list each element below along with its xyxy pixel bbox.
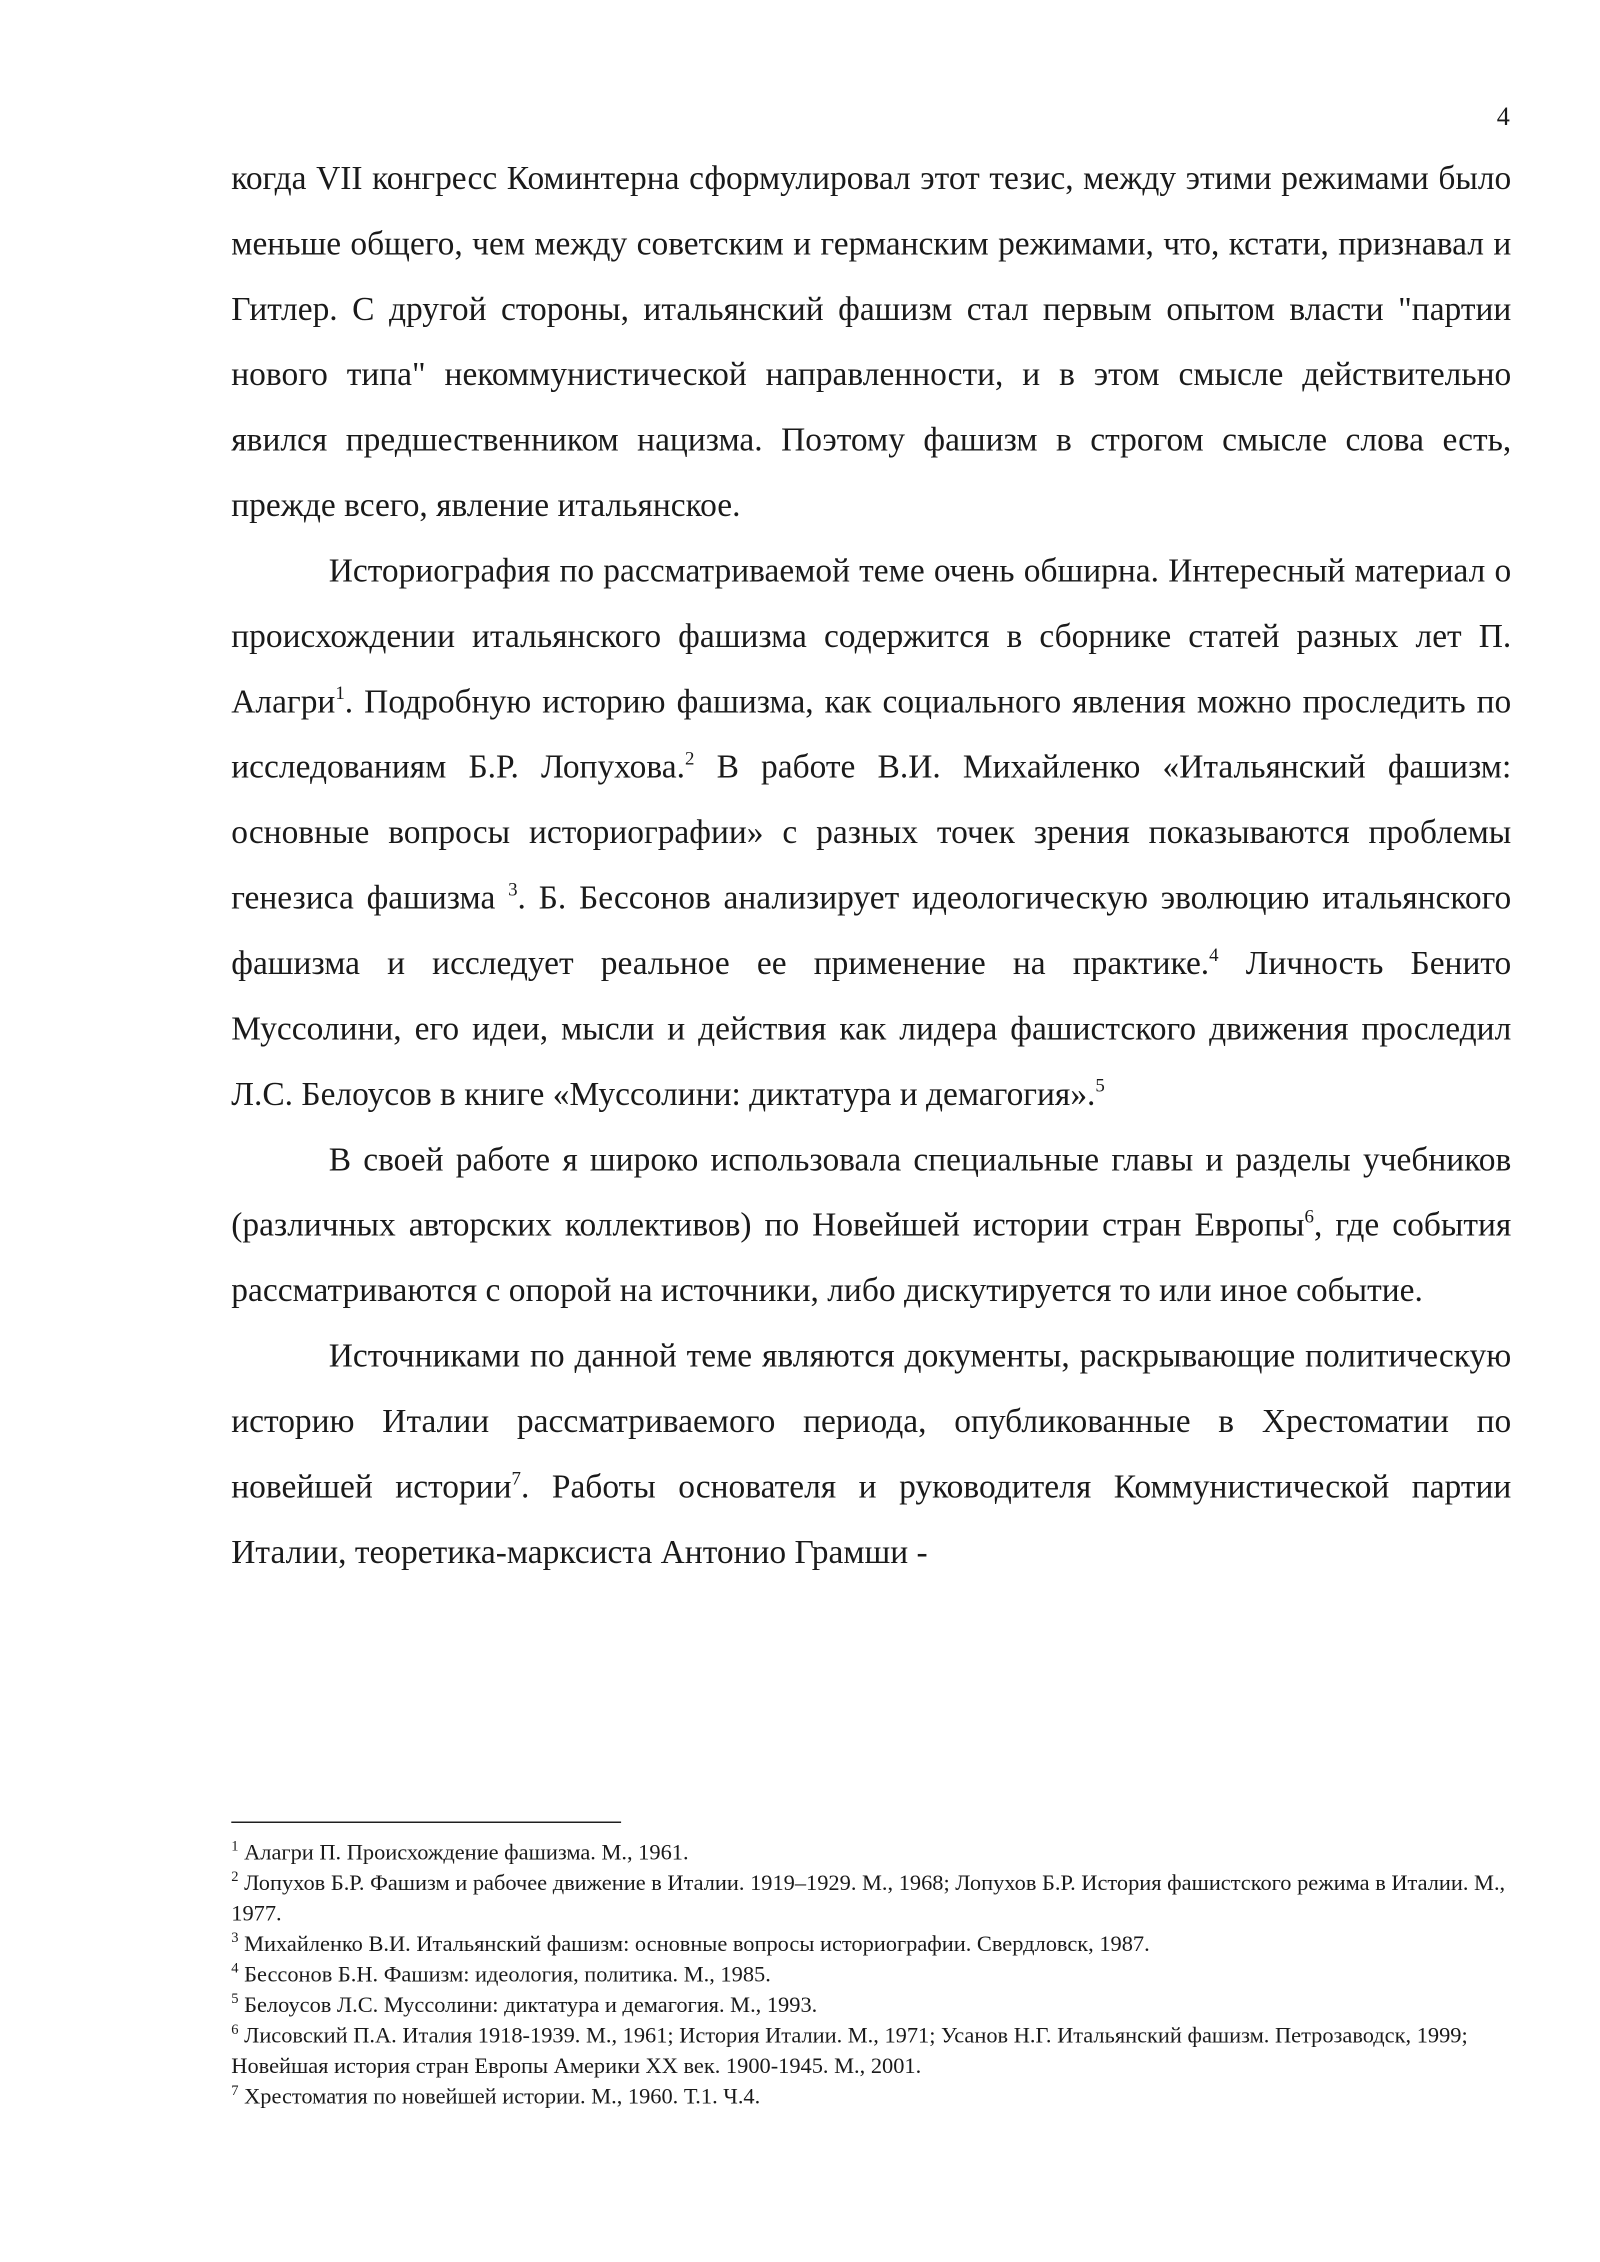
footnote [231, 1960, 1526, 1991]
footnote-text: Лисовский П.А. Италия 1918-1939. М., 1961; История Италии. М., 1971; Усанов Н.Г. Итальянский фашизм. Петрозаводск, 1999; Новейшая история стран Европы Америки XX век. 1900-1945. М., 2001. [231, 2023, 1468, 2079]
paragraph-text: В своей работе я широко использовала специальные главы и разделы учебников (различных авторских коллективов) по Новейшей истории стран Европы [231, 1141, 1512, 1243]
footnote-text: Бессонов Б.Н. Фашизм: идеология, политика. М., 1985. [238, 1962, 771, 1988]
footnote [231, 1868, 1526, 1929]
footnote-separator [231, 1822, 621, 1823]
paragraph [231, 1323, 1511, 1585]
paragraph [231, 538, 1511, 1127]
footnote-number: 2 [231, 1869, 239, 1886]
footnote [231, 1990, 1526, 2021]
paragraph [231, 1127, 1511, 1323]
footnote-number: 6 [231, 2022, 239, 2039]
paragraph-text: Личность Бенито Муссолини, его идеи, мысли и действия как лидера фашистского движения проследил Л.С. Белоусов в книге «Муссолини: диктатура и демагогия». [231, 944, 1512, 1113]
paragraph-text: В работе В.И. Михайленко «Итальянский фашизм: основные вопросы историографии» с разных точек зрения показываются проблемы генезиса фашизма [231, 748, 1512, 916]
body-text [231, 145, 1511, 1584]
footnote-ref: 5 [1095, 1074, 1105, 1097]
page-number: 4 [1496, 101, 1510, 131]
footnote-text: Михайленко В.И. Итальянский фашизм: основные вопросы историографии. Свердловск, 1987. [238, 1932, 1150, 1957]
footnote-ref: 4 [1209, 943, 1219, 966]
footnote-text: Лопухов Б.Р. Фашизм и рабочее движение в Италии. 1919–1929. М., 1968; Лопухов Б.Р. История фашистского режима в Италии. М., 1977. [231, 1870, 1506, 1927]
paragraph-text: . Подробную историю фашизма, как социального явления можно проследить по исследованиям Б.Р. Лопухова. [231, 683, 1512, 786]
footnote [231, 1838, 1526, 1869]
footnote-text: Хрестоматия по новейшей истории. М., 1960. Т.1. Ч.4. [238, 2084, 761, 2110]
footnote-ref: 6 [1304, 1205, 1314, 1227]
paragraph-text: Источниками по данной теме являются документы, раскрывающие политическую историю Италии рассматриваемого периода, опубликованные в Хрестоматии по новейшей истории [231, 1337, 1512, 1505]
footnote-number: 4 [231, 1961, 239, 1978]
footnote-ref: 1 [335, 681, 345, 704]
footnote-number: 5 [231, 1991, 239, 2008]
paragraph-text: . Б. Бессонов анализирует идеологическую эволюцию итальянского фашизма и исследует реальное ее применение на практике. [231, 879, 1512, 982]
paragraph [231, 145, 1511, 538]
footnote-text: Белоусов Л.С. Муссолини: диктатура и демагогия. М., 1993. [238, 1993, 818, 2018]
footnote [231, 1929, 1526, 1960]
footnote-text: Алагри П. Происхождение фашизма. М., 1961. [238, 1840, 689, 1866]
paragraph-text: Историография по рассматриваемой теме очень обширна. Интересный материал о происхождении итальянского фашизма содержится в сборнике статей разных лет П. Алагри [231, 552, 1512, 720]
footnote-number: 3 [231, 1930, 239, 1947]
footnote-ref: 3 [508, 878, 518, 900]
footnotes [231, 1838, 1526, 2113]
paragraph-text: . Работы основателя и руководителя Коммунистической партии Италии, теоретика-марксиста Антонио Грамши - [231, 1468, 1512, 1571]
footnote-ref: 7 [511, 1466, 521, 1489]
footnote [231, 2082, 1526, 2113]
paragraph-text: когда VII конгресс Коминтерна сформулировал этот тезис, между этими режимами было меньше общего, чем между советским и германским режимами, что, кстати, признавал и Гитлер. С другой стороны, итальянский фашизм стал первым опытом власти "партии нового типа" некоммунистической направленности, и в этом смысле действительно явился предшественником нацизма. Поэтому фашизм в строгом смысле слова есть, прежде всего, явление итальянское. [231, 159, 1512, 524]
footnote-number: 1 [231, 1838, 239, 1855]
footnote-ref: 2 [684, 747, 695, 770]
footnote-number: 7 [231, 2083, 239, 2100]
paragraph-text: , где события рассматриваются с опорой на источники, либо дискутируется то или иное событие. [231, 1206, 1512, 1309]
footnote [231, 2021, 1526, 2082]
